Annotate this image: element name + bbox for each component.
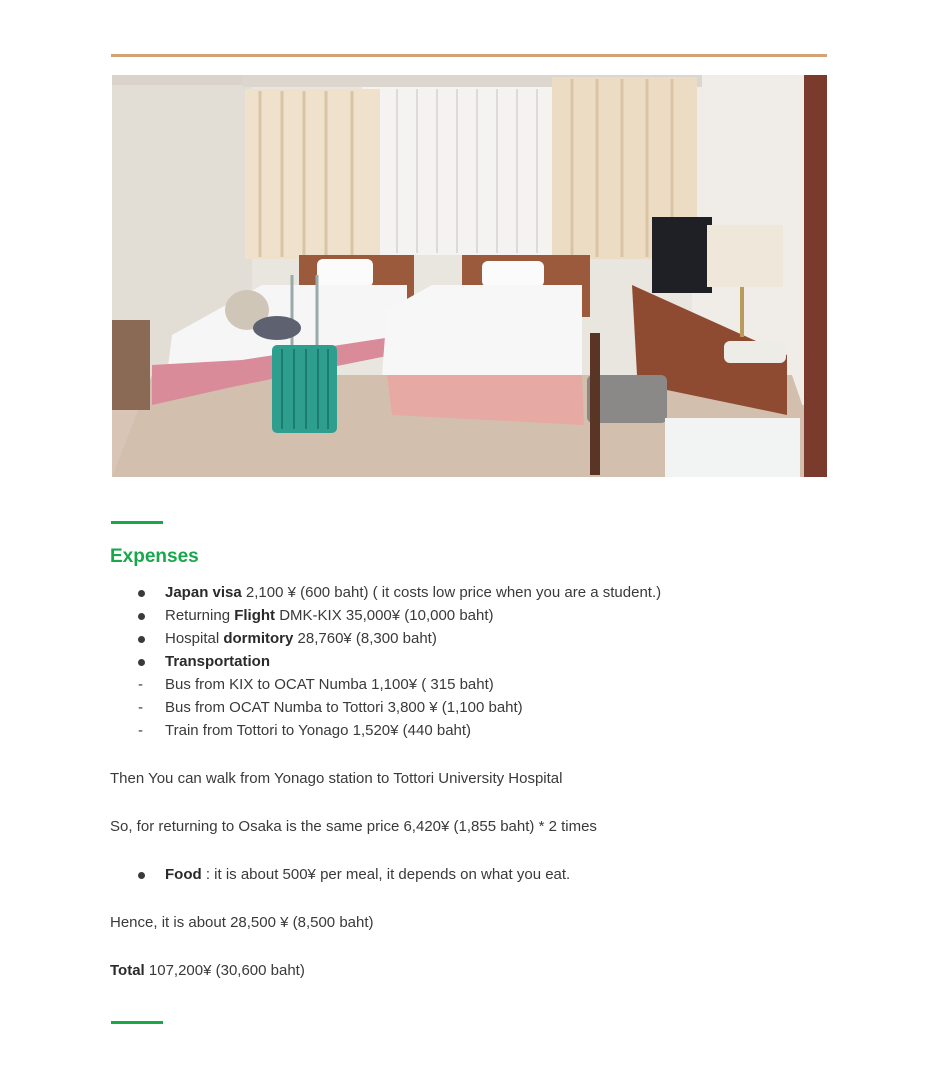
bullet-marker: [138, 613, 145, 620]
expense-item-transportation: Transportation: [165, 653, 271, 670]
total-line: Total 107,200¥ (30,600 baht): [110, 962, 305, 979]
dash-marker: -: [138, 676, 143, 693]
dormitory-room-photo: [112, 75, 827, 477]
expense-item-dormitory: Hospital dormitory 28,760¥ (8,300 baht): [165, 630, 437, 647]
section-accent-bottom: [111, 1021, 163, 1024]
transport-item-ocat-tottori: Bus from OCAT Numba to Tottori 3,800 ¥ (1,100 baht): [165, 699, 523, 716]
transport-item-tottori-yonago: Train from Tottori to Yonago 1,520¥ (440 baht): [165, 722, 472, 739]
expense-item-food: Food : it is about 500¥ per meal, it depends on what you eat.: [165, 866, 571, 883]
transport-item-kix-ocat: Bus from KIX to OCAT Numba 1,100¥ ( 315 baht): [165, 676, 494, 693]
food-estimate: Hence, it is about 28,500 ¥ (8,500 baht): [110, 914, 374, 931]
dash-marker: -: [138, 722, 143, 739]
walk-note: Then You can walk from Yonago station to Tottori University Hospital: [110, 770, 563, 787]
expense-item-flight: Returning Flight DMK-KIX 35,000¥ (10,000 baht): [165, 607, 494, 624]
section-accent-top: [111, 521, 163, 524]
expenses-heading: Expenses: [110, 546, 199, 567]
bullet-marker: [138, 636, 145, 643]
top-divider: [111, 54, 827, 57]
bullet-marker: [138, 872, 145, 879]
dash-marker: -: [138, 699, 143, 716]
expense-item-visa: Japan visa 2,100 ¥ (600 baht) ( it costs low price when you are a student.): [165, 584, 662, 601]
return-note: So, for returning to Osaka is the same price 6,420¥ (1,855 baht) * 2 times: [110, 818, 597, 835]
bullet-marker: [138, 659, 145, 666]
bullet-marker: [138, 590, 145, 597]
